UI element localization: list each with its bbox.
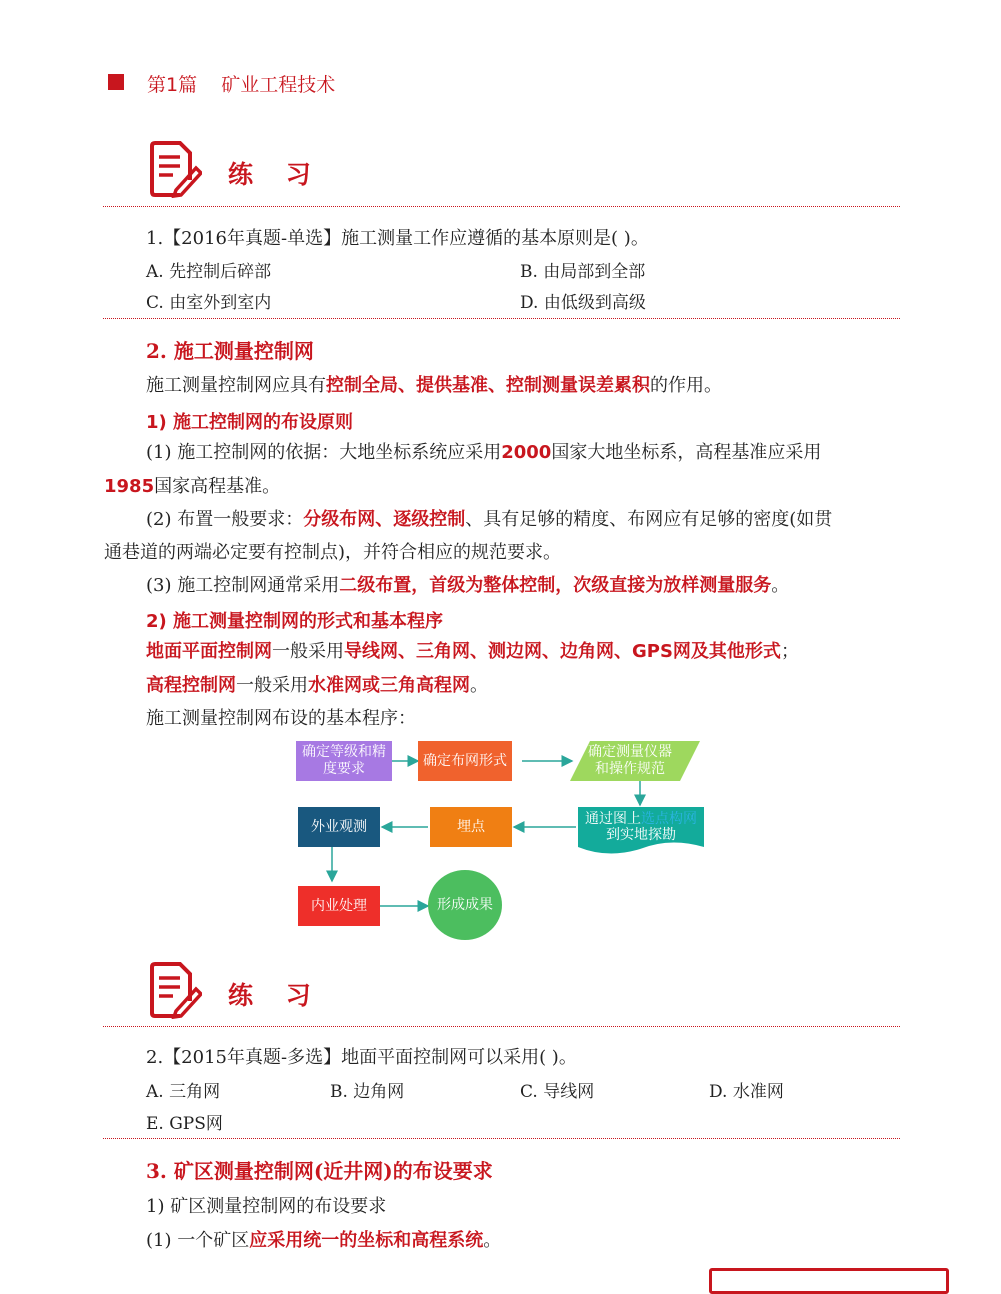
highlight: 导线网、三角网、测边网、边角网、GPS网及其他形式 xyxy=(344,641,781,662)
q2-option-c: C. 导线网 xyxy=(520,1082,595,1102)
question-1-stem: 1.【2016年真题-单选】施工测量工作应遵循的基本原则是( )。 xyxy=(146,228,649,249)
text: (1) 施工控制网的依据：大地坐标系统应采用 xyxy=(146,442,502,463)
divider xyxy=(103,318,900,319)
bottom-highlight-box xyxy=(709,1268,949,1294)
highlight: 高程控制网 xyxy=(146,675,236,696)
flow-node-bury-points: 埋点 xyxy=(430,807,512,847)
flow-node-instruments: 确定测量仪器和操作规范 xyxy=(588,744,672,777)
section-3-title: 3. 矿区测量控制网(近井网)的布设要求 xyxy=(146,1159,493,1183)
text: 的作用。 xyxy=(650,375,722,396)
text: (1) 一个矿区 xyxy=(146,1230,250,1251)
divider xyxy=(103,1026,900,1027)
flow-node-office-processing: 内业处理 xyxy=(298,886,380,926)
paragraph-1-line-1 xyxy=(146,441,821,465)
text: 通过图上 xyxy=(585,811,641,827)
text: 国家高程基准。 xyxy=(154,476,281,497)
paragraph-1-line-2 xyxy=(104,475,280,499)
section-2-title: 2. 施工测量控制网 xyxy=(146,339,314,363)
subsection-1-title: 1) 施工控制网的布设原则 xyxy=(146,412,354,433)
flow-node-result: 形成成果 xyxy=(428,870,502,940)
exercise-label: 练 习 xyxy=(228,160,323,189)
paragraph-3 xyxy=(146,574,789,598)
q1-option-c: C. 由室外到室内 xyxy=(146,293,272,313)
highlight: 应采用统一的坐标和高程系统 xyxy=(249,1230,484,1251)
paragraph-2-line-2: 通巷道的两端必定要有控制点)，并符合相应的规范要求。 xyxy=(104,542,562,563)
section-3-paragraph-1 xyxy=(146,1229,501,1253)
q1-option-d: D. 由低级到高级 xyxy=(520,293,646,313)
section-3-subtitle: 1) 矿区测量控制网的布设要求 xyxy=(146,1196,387,1217)
flow-node-level-precision: 确定等级和精度要求 xyxy=(296,741,392,781)
text: 国家大地坐标系，高程基准应采用 xyxy=(551,442,822,463)
divider xyxy=(103,206,900,207)
highlight: 2000 xyxy=(501,442,552,463)
text: (2) 布置一般要求： xyxy=(146,509,304,530)
flow-node-site-survey xyxy=(578,807,704,847)
highlight: 控制全局、提供基准、控制测量误差累积 xyxy=(326,375,650,396)
highlight: 分级布网、逐级控制 xyxy=(303,509,466,530)
text: 。 xyxy=(771,575,790,596)
flow-node-site-survey-line-2: 到实地探勘 xyxy=(606,827,676,843)
question-2-stem: 2.【2015年真题-多选】地面平面控制网可以采用( )。 xyxy=(146,1047,577,1068)
highlight: 二级布置，首级为整体控制，次级直接为放样测量服务 xyxy=(339,575,772,596)
text: 、具有足够的精度、布网应有足够的密度(如贯 xyxy=(465,509,833,530)
q2-option-e: E. GPS网 xyxy=(146,1114,223,1134)
flow-node-field-observation: 外业观测 xyxy=(298,807,380,847)
flow-node-network-form: 确定布网形式 xyxy=(418,741,512,781)
text: 。 xyxy=(470,675,488,696)
exercise-pencil-icon xyxy=(146,961,202,1019)
highlight: 地面平面控制网 xyxy=(146,641,272,662)
exercise-pencil-icon xyxy=(146,140,202,198)
plane-control-line xyxy=(146,640,799,664)
text: 。 xyxy=(483,1230,502,1251)
q2-option-b: B. 边角网 xyxy=(330,1082,405,1102)
text: ； xyxy=(780,641,799,662)
paragraph-2-line-1 xyxy=(146,508,832,532)
q1-option-b: B. 由局部到全部 xyxy=(520,262,646,282)
text: 一般采用 xyxy=(236,675,308,696)
highlight: 选点构网 xyxy=(641,811,697,827)
q2-option-a: A. 三角网 xyxy=(146,1082,221,1102)
text: (3) 施工控制网通常采用 xyxy=(146,575,340,596)
procedure-caption: 施工测量控制网布设的基本程序： xyxy=(146,708,416,729)
exercise-label: 练 习 xyxy=(228,981,323,1010)
q1-option-a: A. 先控制后碎部 xyxy=(146,262,272,282)
highlight: 水准网或三角高程网 xyxy=(308,675,470,696)
subsection-2-title: 2) 施工测量控制网的形式和基本程序 xyxy=(146,611,444,632)
text: 一般采用 xyxy=(272,641,344,662)
elevation-control-line xyxy=(146,674,488,698)
flow-node-site-survey-line-1 xyxy=(585,811,697,827)
header-marker xyxy=(108,74,124,90)
section-2-intro xyxy=(146,374,722,398)
highlight: 1985 xyxy=(104,476,155,497)
text: 施工测量控制网应具有 xyxy=(146,375,326,396)
q2-option-d: D. 水准网 xyxy=(709,1082,784,1102)
divider xyxy=(103,1138,900,1139)
chapter-header: 第1篇 矿业工程技术 xyxy=(147,74,336,96)
